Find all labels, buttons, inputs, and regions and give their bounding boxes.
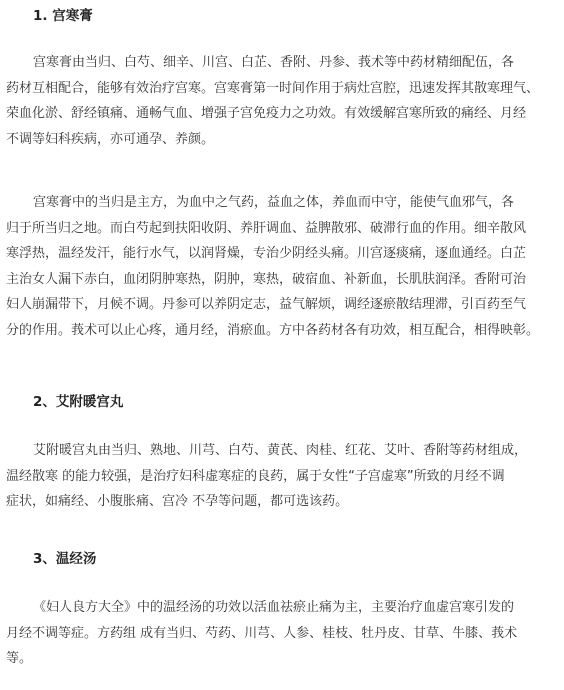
text-line: 荣血化淤、舒经镇痛、通畅气血、增强子宫免疫力之功效。有效缓解宫寒所致的痛经、月经 — [6, 106, 527, 121]
paragraph — [6, 190, 558, 343]
section-heading: 3、温经汤 — [33, 551, 97, 567]
text-line: 寒浮热，温经发汗，能行水气，以润肾燥，专治少阴经头痛。川宫逐痰痛，逐血通经。白芷 — [6, 246, 527, 261]
text-line: 等。 — [6, 651, 33, 666]
section-heading: 2、艾附暖宫丸 — [33, 394, 124, 410]
paragraph — [6, 595, 558, 672]
text-line: 妇人崩漏带下，月候不调。丹参可以养阴定志，益气解烦，调经逐瘀散结理滞，引百药至气 — [6, 297, 527, 312]
paragraph — [6, 50, 558, 152]
text-line: 归于所当归之地。而白芍起到扶阳收阴、养肝调血、益脾散邪、破滞行血的作用。细辛散风 — [6, 220, 527, 236]
text-line: 宫寒膏由当归、白芍、细辛、川宫、白芷、香附、丹参、莪术等中药材精细配伍，各 — [33, 55, 515, 70]
text-line: 艾附暖宫丸由当归、熟地、川芎、白芍、黄芪、肉桂、红花、艾叶、香附等药材组成， — [33, 443, 528, 458]
text-line: 宫寒膏中的当归是主方，为血中之气药，益血之体，养血而中守，能使气血邪气，各 — [33, 195, 515, 210]
text-line: 分的作用。莪术可以止心疼，通月经，消瘀血。方中各药材各有功效，相互配合，相得映彰。 — [6, 322, 540, 338]
section-heading: 1. 宫寒膏 — [33, 8, 93, 24]
paragraph — [6, 438, 558, 515]
text-line: 症状，如痛经、小腹胀痛、宫冷 不孕等问题，都可选该药。 — [6, 494, 349, 509]
text-line: 温经散寒 的能力较强，是治疗妇科虚寒症的良药，属于女性“子宫虚寒”所致的月经不调 — [6, 468, 505, 484]
text-line: 《妇人良方大全》中的温经汤的功效以活血祛瘀止痛为主，主要治疗血虚宫寒引发的 — [33, 600, 515, 615]
text-line: 不调等妇科疾病，亦可通孕、养颜。 — [6, 131, 215, 147]
text-line: 月经不调等症。方药组 成有当归、芍药、川芎、人参、桂枝、牡丹皮、甘草、牛膝、莪术 — [6, 625, 518, 641]
text-line: 药材互相配合，能够有效治疗宫寒。宫寒膏第一时间作用于病灶宫腔，迅速发挥其散寒理气、 — [6, 80, 540, 96]
text-line: 主治女人漏下赤白，血闭阴肿寒热，阴肿，寒热，破宿血、补新血，长肌肤润泽。香附可治 — [6, 271, 527, 287]
